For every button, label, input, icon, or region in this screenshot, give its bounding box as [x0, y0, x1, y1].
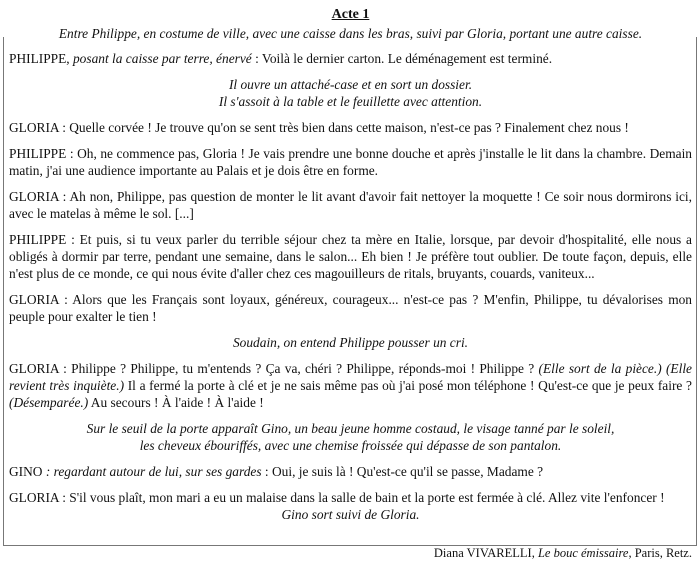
speaker: PHILIPPE	[9, 146, 67, 161]
speaker: GLORIA	[9, 120, 59, 135]
line-text: Au secours ! À l'aide ! À l'aide !	[88, 395, 264, 410]
play-excerpt	[0, 6, 700, 564]
stage-direction: Il s'assoit à la table et le feuillette avec attention.	[218, 94, 483, 109]
speaker: PHILIPPE	[9, 232, 67, 247]
speaker: GLORIA	[9, 361, 59, 376]
source-citation	[434, 545, 692, 562]
act-title: Acte 1	[331, 7, 370, 22]
work-title: Le bouc émissaire	[537, 546, 629, 560]
stage-direction: posant la caisse par terre, énervé	[69, 51, 252, 66]
speaker: GLORIA	[9, 490, 59, 505]
stage-direction: Sur le seuil de la porte apparaît Gino, un beau jeune homme costaud, le visage tanné par le soleil,	[86, 421, 615, 436]
speaker: PHILIPPE,	[9, 51, 70, 66]
line-text: : Oh, ne commence pas, Gloria ! Je vais prendre une bonne douche et après j'installe le lit dans la chambre. Demain matin, j'ai une audience importante au Palais et je dois être en forme.	[9, 146, 692, 178]
stage-direction-exit: Gino sort suivi de Gloria.	[281, 507, 420, 522]
line-text: Il a fermé la porte à clé et je ne sais même pas où j'ai posé mon téléphone ! Qu'est-ce que je peux faire ?	[124, 378, 692, 393]
line-text: : S'il vous plaît, mon mari a eu un malaise dans la salle de bain et la porte est fermée à clé. Allez vite l'enfoncer !	[58, 490, 665, 505]
line-text: : Et puis, si tu veux parler du terrible séjour chez ta mère en Italie, lorsque, par devoir d'hospitalité, elle nous a obligés à dormir par terre, pendant une semaine, dans le salon... Eh bien ! Je préfère tout oublier. De toute façon, depuis, elle n'est plus de ce monde, ce qui nous évite d'aller chez ces magouilleurs de ritals, bruyants, couards, vaniteux...	[9, 232, 692, 281]
stage-direction: Soudain, on entend Philippe pousser un cri.	[232, 335, 469, 350]
speaker: GLORIA	[9, 292, 59, 307]
line-text: : Ah non, Philippe, pas question de monter le lit avant d'avoir fait nettoyer la moquette ! Ce soir nous dormirons ici, avec le matelas à même le sol. [...]	[9, 189, 692, 221]
line-text: : Quelle corvée ! Je trouve qu'on se sent très bien dans cette maison, n'est-ce pas ? Finalement chez nous !	[58, 120, 629, 135]
line-text: : Philippe ? Philippe, tu m'entends ? Ça va, chéri ? Philippe, réponds-moi ! Philippe ?	[58, 361, 539, 376]
stage-direction: les cheveux ébouriffés, avec une chemise froissée qui dépasse de son pantalon.	[139, 438, 562, 453]
stage-direction: (Désemparée.)	[9, 395, 89, 410]
line-text: : Alors que les Français sont loyaux, généreux, courageux... n'est-ce pas ? M'enfin, Philippe, tu dévalorises mon peuple pour exalter le tien !	[9, 292, 692, 324]
frame-border	[3, 37, 697, 546]
publisher: , Paris, Retz.	[628, 546, 692, 560]
speaker: GLORIA	[9, 189, 59, 204]
stage-direction: Il ouvre un attaché-case et en sort un dossier.	[228, 77, 473, 92]
stage-direction-intro: Entre Philippe, en costume de ville, avec une caisse dans les bras, suivi par Gloria, portant une autre caisse.	[58, 26, 643, 41]
author: Diana VIVARELLI,	[433, 546, 535, 560]
stage-direction: : regardant autour de lui, sur ses gardes	[42, 464, 262, 479]
line-text: : Voilà le dernier carton. Le déménagement est terminé.	[251, 51, 553, 66]
speaker: GINO	[9, 464, 43, 479]
stage-direction: (Elle sort de la pièce.) (Elle revient très inquiète.)	[9, 361, 692, 393]
line-text: : Oui, je suis là ! Qu'est-ce qu'il se passe, Madame ?	[261, 464, 544, 479]
